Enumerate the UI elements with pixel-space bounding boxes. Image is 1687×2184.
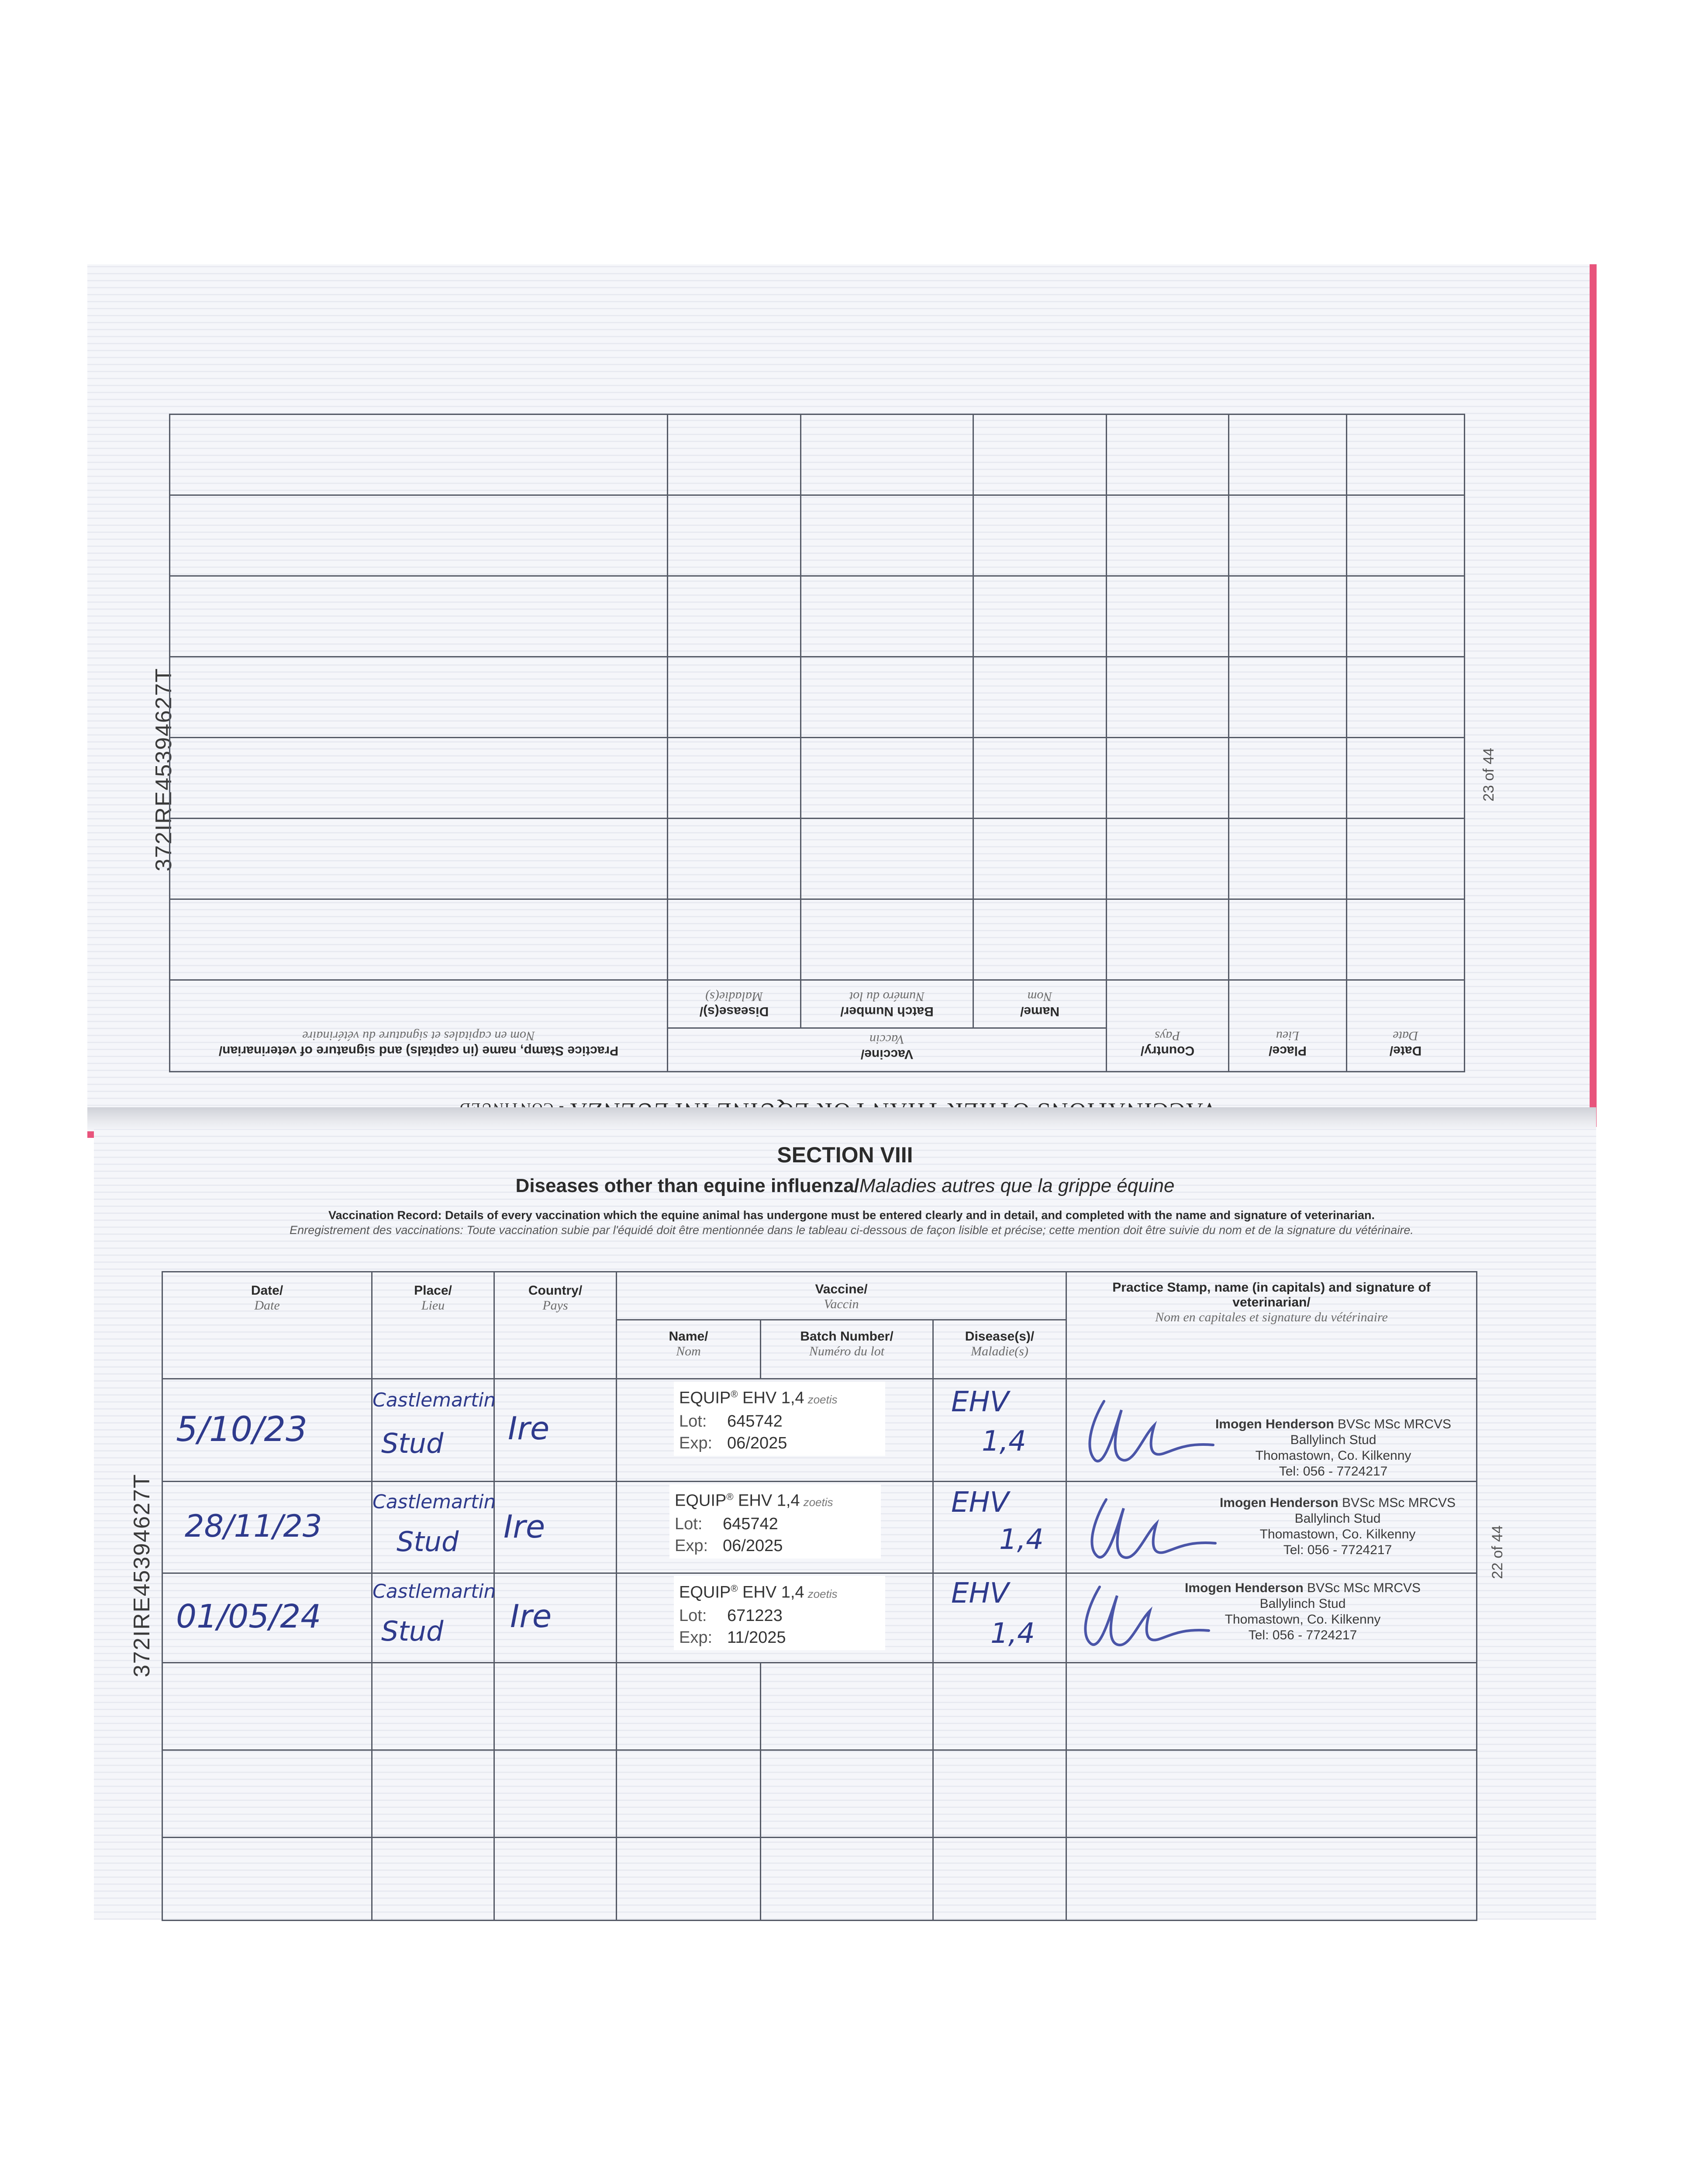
entry-stamp-cell: [1066, 1379, 1477, 1482]
passport-id-bottom: 372IRE45394627T: [129, 1473, 155, 1677]
vaccine-maker: zoetis: [803, 1495, 833, 1509]
header-stamp: Practice Stamp, name (in capitals) and signature of veterinarian/ Nom en capitales et signature du vétérinaire: [1066, 1272, 1477, 1379]
entry-country: Ire: [508, 1410, 550, 1447]
lot-label: Lot:: [679, 1412, 707, 1431]
entry-disease-cell: [933, 1573, 1066, 1663]
top-header-batch: Batch Number/ Numéro du lot: [801, 980, 973, 1028]
top-table-row: [170, 738, 1465, 819]
header-batch: Batch Number/ Numéro du lot: [761, 1320, 933, 1379]
entry-vaccine-cell: [617, 1482, 933, 1573]
vaccine-name: EHV 1,4: [742, 1583, 804, 1602]
entry-disease-line2: 1,4: [990, 1617, 1035, 1650]
stamp-practice: Ballylinch Stud: [1290, 1433, 1377, 1447]
section-subtitle: [94, 1175, 1596, 1197]
vet-name: Imogen Henderson: [1215, 1417, 1334, 1431]
entry-disease-line2: 1,4: [982, 1425, 1026, 1458]
stamp-phone: Tel: 056 - 7724217: [1248, 1628, 1357, 1642]
vaccine-sticker: [669, 1484, 881, 1559]
exp-label: Exp:: [675, 1536, 708, 1555]
header-country: Country/ Pays: [494, 1272, 617, 1379]
vaccine-sticker: [674, 1576, 885, 1650]
vet-stamp: [1163, 1580, 1442, 1643]
vaccine-reg: ®: [731, 1389, 738, 1400]
passport-id-top: 372IRE45394627T: [151, 667, 176, 871]
entry-date-cell: [162, 1573, 372, 1663]
top-header-date: Date/ Date: [1347, 980, 1465, 1072]
vet-signature: [1073, 1484, 1218, 1572]
vaccine-reg: ®: [731, 1583, 738, 1594]
intro-text: [168, 1208, 1535, 1237]
top-vaccination-table: [169, 414, 1465, 1072]
entry-country-cell: [494, 1379, 617, 1482]
vaccine-maker: zoetis: [807, 1393, 838, 1406]
batch-lot: 645742: [723, 1514, 778, 1533]
stamp-address: Thomastown, Co. Kilkenny: [1259, 1527, 1416, 1541]
entry-disease-line1: EHV: [951, 1386, 1009, 1418]
vaccine-sticker: [674, 1382, 885, 1456]
entry-country-cell: [494, 1573, 617, 1663]
entry-vaccine-cell: [617, 1379, 933, 1482]
entry-country-cell: [494, 1482, 617, 1573]
vet-name: Imogen Henderson: [1184, 1581, 1304, 1595]
vaccination-row-3: [162, 1573, 1477, 1663]
entry-date: 5/10/23: [176, 1410, 307, 1449]
entry-date: 01/05/24: [176, 1598, 321, 1635]
vet-stamp: [1198, 1495, 1477, 1558]
top-table-row: [170, 495, 1465, 576]
top-table-row: [170, 657, 1465, 738]
entry-disease-line2: 1,4: [999, 1524, 1044, 1556]
top-header-vaccine: Vaccine/ Vaccin: [668, 1028, 1107, 1072]
top-table-row: [170, 576, 1465, 657]
vaccine-brand: EQUIP: [679, 1583, 731, 1602]
entry-disease-line1: EHV: [951, 1486, 1009, 1519]
entry-disease-cell: [933, 1482, 1066, 1573]
vaccination-row-2: [162, 1482, 1477, 1573]
top-table-row: [170, 819, 1465, 899]
vet-stamp: [1194, 1417, 1473, 1479]
header-place: Place/ Lieu: [372, 1272, 494, 1379]
entry-disease-line1: EHV: [951, 1577, 1009, 1610]
entry-country: Ire: [504, 1508, 545, 1545]
lot-label: Lot:: [675, 1514, 703, 1533]
top-table-row: [170, 899, 1465, 980]
header-disease: Disease(s)/ Maladie(s): [933, 1320, 1066, 1379]
vaccine-reg: ®: [726, 1491, 734, 1502]
vaccination-row-empty: [162, 1750, 1477, 1838]
entry-place-line1: Castlemartin: [373, 1491, 496, 1513]
exp-label: Exp:: [679, 1434, 713, 1452]
entry-place-line1: Castlemartin: [373, 1580, 496, 1603]
top-header-name: Name/ Nom: [973, 980, 1107, 1028]
entry-place-line1: Castlemartin: [373, 1389, 496, 1411]
entry-place-cell: [372, 1573, 494, 1663]
stamp-practice: Ballylinch Stud: [1294, 1511, 1381, 1526]
vet-quals: BVSc MSc MRCVS: [1307, 1581, 1421, 1595]
subtitle-fr: Maladies autres que la grippe équine: [859, 1175, 1175, 1196]
intro-fr: Enregistrement des vaccinations: Toute vaccination subie par l'équidé doit être mentionnée dans le tableau ci-dessous de façon lisible et précise; cette mention doit être suivie du nom et de la signature du vétérinaire.: [290, 1223, 1414, 1237]
stamp-phone: Tel: 056 - 7724217: [1283, 1543, 1392, 1557]
top-header-stamp: Practice Stamp, name (in capitals) and signature of veterinarian/ Nom en capitales et signature du vétérinaire: [170, 980, 668, 1072]
top-header-disease: Disease(s)/ Maladie(s): [668, 980, 801, 1028]
top-table-flipped: [170, 334, 1465, 1072]
stamp-address: Thomastown, Co. Kilkenny: [1255, 1448, 1411, 1463]
stamp-address: Thomastown, Co. Kilkenny: [1225, 1612, 1381, 1627]
section-title: SECTION VIII: [777, 1143, 913, 1167]
top-table-row: [170, 415, 1465, 495]
page-22: [94, 1129, 1596, 1920]
page-number-top: 23 of 44: [1480, 748, 1497, 802]
top-header-place: Place/ Lieu: [1229, 980, 1347, 1072]
entry-stamp-cell: [1066, 1573, 1477, 1663]
entry-country: Ire: [510, 1598, 552, 1635]
page-fold: [87, 1107, 1596, 1131]
header-name: Name/ Nom: [617, 1320, 761, 1379]
batch-exp: 11/2025: [727, 1628, 786, 1647]
page-number-bottom: 22 of 44: [1489, 1525, 1506, 1579]
entry-disease-cell: [933, 1379, 1066, 1482]
header-date: Date/ Date: [162, 1272, 372, 1379]
vet-name: Imogen Henderson: [1219, 1496, 1339, 1510]
vaccination-row-empty: [162, 1838, 1477, 1921]
entry-place-cell: [372, 1482, 494, 1573]
stamp-practice: Ballylinch Stud: [1259, 1597, 1346, 1611]
header-vaccine: Vaccine/ Vaccin: [617, 1272, 1066, 1320]
entry-vaccine-cell: [617, 1573, 933, 1663]
vaccination-row-1: [162, 1379, 1477, 1482]
intro-en: Vaccination Record: Details of every vaccination which the equine animal has undergone must be entered clearly and in detail, and completed with the name and signature of veterinarian.: [328, 1209, 1375, 1222]
lot-label: Lot:: [679, 1606, 707, 1625]
entry-place-line2: Stud: [381, 1615, 444, 1647]
vaccine-brand: EQUIP: [679, 1389, 731, 1407]
entry-place-line2: Stud: [381, 1427, 444, 1459]
vaccine-maker: zoetis: [807, 1587, 838, 1600]
vaccine-brand: EQUIP: [675, 1491, 727, 1510]
vaccination-table: [162, 1271, 1477, 1921]
subtitle-en: Diseases other than equine influenza/: [515, 1175, 859, 1196]
entry-place-line2: Stud: [397, 1526, 459, 1558]
stamp-phone: Tel: 056 - 7724217: [1279, 1464, 1388, 1479]
batch-exp: 06/2025: [727, 1434, 787, 1452]
vaccine-name: EHV 1,4: [738, 1491, 800, 1510]
batch-exp: 06/2025: [723, 1536, 783, 1555]
entry-date-cell: [162, 1379, 372, 1482]
entry-stamp-cell: [1066, 1482, 1477, 1573]
entry-date-cell: [162, 1482, 372, 1573]
page-23: [87, 264, 1590, 1127]
batch-lot: 671223: [727, 1606, 783, 1625]
entry-date: 28/11/23: [185, 1508, 322, 1544]
top-header-country: Country/ Pays: [1107, 980, 1229, 1072]
vaccine-name: EHV 1,4: [742, 1389, 804, 1407]
exp-label: Exp:: [679, 1628, 713, 1647]
entry-place-cell: [372, 1379, 494, 1482]
batch-lot: 645742: [727, 1412, 783, 1431]
vet-quals: BVSc MSc MRCVS: [1342, 1496, 1456, 1510]
vaccination-row-empty: [162, 1663, 1477, 1750]
vet-quals: BVSc MSc MRCVS: [1338, 1417, 1452, 1431]
